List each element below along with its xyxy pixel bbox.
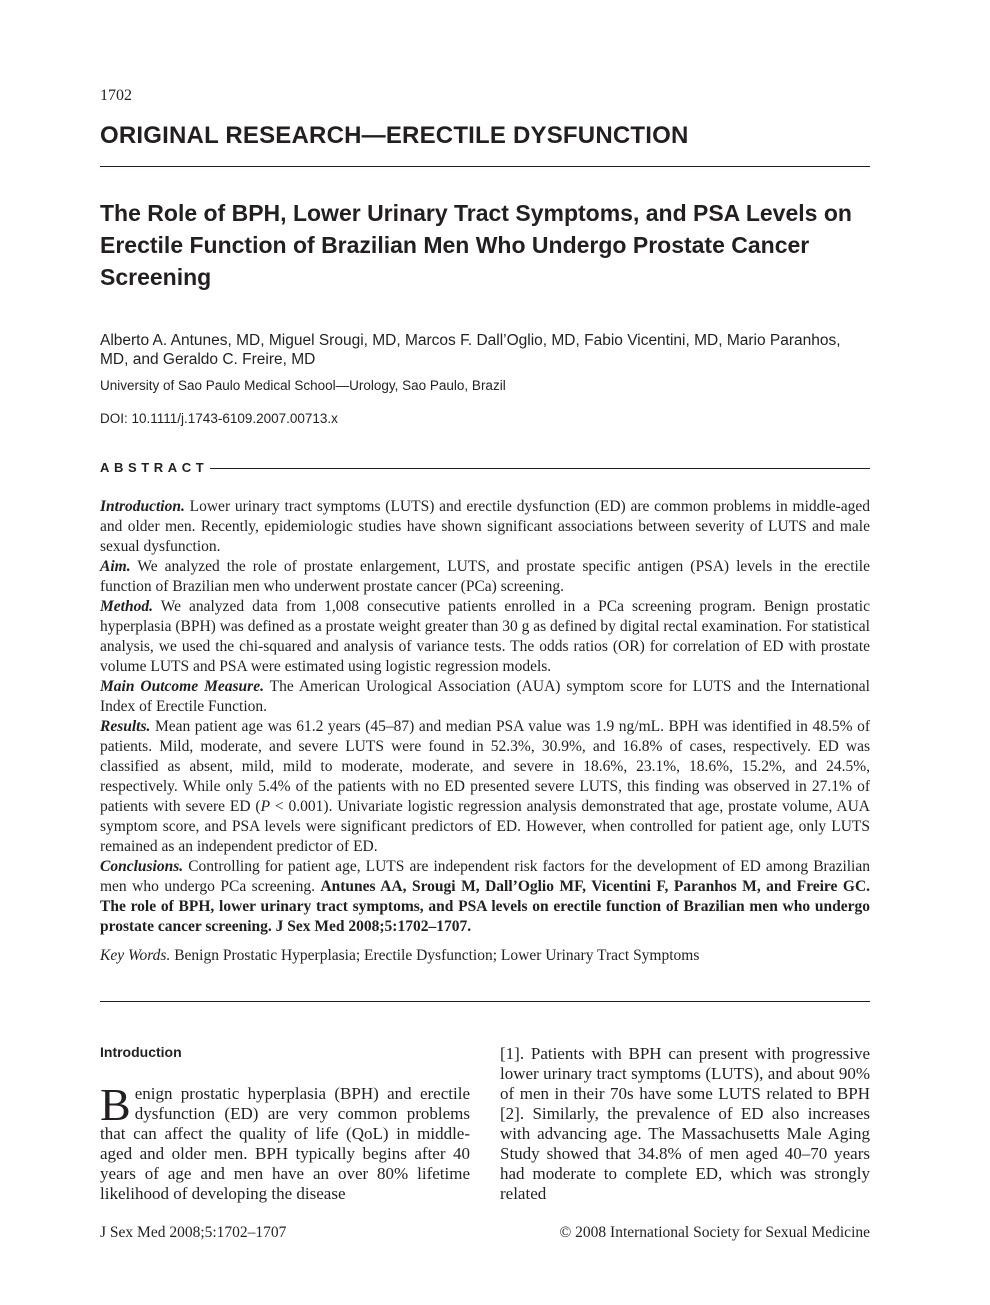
footer-journal: J Sex Med 2008;5:1702–1707 (100, 1224, 287, 1241)
abstract-introduction-label: Introduction. (100, 498, 185, 515)
abstract-body (100, 497, 870, 937)
abstract-method (100, 597, 870, 677)
abstract-results (100, 717, 870, 857)
abstract-results-p: P (260, 798, 271, 815)
author-list: Alberto A. Antunes, MD, Miguel Srougi, MD, Marcos F. Dall’Oglio, MD, Fabio Vicentini, MD, Mario Paranhos, MD, and Geraldo C. Freire, MD (100, 332, 841, 368)
introduction-left-column (100, 1079, 470, 1204)
keywords-text: Benign Prostatic Hyperplasia; Erectile Dysfunction; Lower Urinary Tract Symptoms (170, 947, 700, 964)
abstract-method-text: We analyzed data from 1,008 consecutive patients enrolled in a PCa screening program. Benign prostatic hyperplasia (BPH) was defined as a prostate weight greater than 30 g as defined by digital rectal examination. For statistical analysis, we used the chi-squared and analysis of variance tests. The odds ratios (OR) for correlation of ED with prostate volume LUTS and PSA were estimated using logistic regression models. (100, 598, 870, 675)
abstract-results-text-a: Mean patient age was 61.2 years (45–87) and median PSA value was 1.9 ng/mL. BPH was identified in 48.5% of patients. Mild, moderate, and severe LUTS were found in 52.3%, 30.9%, and 16.8% of cases, respectively. ED was classified as absent, mild, mild to moderate, moderate, and severe in 18.6%, 23.1%, 18.6%, 15.2%, and 24.5%, respectively. While only 5.4% of the patients with no ED presented severe LUTS, this finding was observed in 27.1% of patients with severe ED ( (100, 718, 870, 815)
section-heading: ORIGINAL RESEARCH—ERECTILE DYSFUNCTION (100, 122, 689, 149)
abstract-conclusions (100, 857, 870, 937)
abstract-aim-text: We analyzed the role of prostate enlargement, LUTS, and prostate specific antigen (PSA) levels in the erectile function of Brazilian men who underwent prostate cancer (PCa) screening. (100, 558, 870, 595)
abstract-aim (100, 557, 870, 597)
footer-copyright: © 2008 International Society for Sexual Medicine (559, 1224, 870, 1241)
abstract-divider (210, 468, 870, 469)
introduction-left-text: enign prostatic hyperplasia (BPH) and erectile dysfunction (ED) are very common problems that can affect the quality of life (QoL) in middle-aged and older men. BPH typically begins after 40 years of age and men have an over 80% lifetime likelihood of developing the disease (100, 1084, 470, 1203)
affiliation: University of Sao Paulo Medical School—Urology, Sao Paulo, Brazil (100, 378, 506, 393)
abstract-results-label: Results. (100, 718, 151, 735)
abstract-citation: Antunes AA, Srougi M, Dall’Oglio MF, Vicentini F, Paranhos M, and Freire GC. The role of BPH, lower urinary tract symptoms, and PSA levels on erectile function of Brazilian men who undergo prostate cancer screening. J Sex Med 2008;5:1702–1707. (100, 878, 871, 935)
heading-divider (100, 166, 870, 167)
abstract-header (100, 460, 870, 475)
abstract-end-divider (100, 1001, 870, 1002)
abstract-conclusions-label: Conclusions. (100, 858, 184, 875)
abstract-label: ABSTRACT (100, 460, 209, 475)
abstract-method-label: Method. (100, 598, 153, 615)
abstract-outcome-label: Main Outcome Measure. (100, 678, 264, 695)
abstract-conclusions-text: Controlling for patient age, LUTS are independent risk factors for the development of ED among Brazilian men who undergo PCa screening. (100, 858, 870, 895)
abstract-aim-label: Aim. (100, 558, 131, 575)
keywords (100, 946, 870, 966)
abstract-results-text-b: < 0.001). Univariate logistic regression analysis demonstrated that age, prostate volume, AUA symptom score, and PSA levels were significant predictors of ED. However, when controlled for patient age, only LUTS remained as an independent predictor of ED. (100, 798, 870, 855)
abstract-outcome-text: The American Urological Association (AUA) symptom score for LUTS and the International Index of Erectile Function. (100, 678, 870, 715)
page-number: 1702 (100, 87, 132, 104)
doi-link[interactable]: DOI: 10.1111/j.1743-6109.2007.00713.x (100, 411, 338, 426)
abstract-introduction-text: Lower urinary tract symptoms (LUTS) and erectile dysfunction (ED) are common problems in middle-aged and older men. Recently, epidemiologic studies have shown significant associations between severity of LUTS and male sexual dysfunction. (100, 498, 870, 555)
introduction-heading: Introduction (100, 1044, 182, 1060)
abstract-outcome (100, 677, 870, 717)
drop-cap: B (100, 1079, 131, 1130)
keywords-label: Key Words. (100, 947, 171, 964)
abstract-introduction (100, 497, 870, 557)
introduction-right-text: [1]. Patients with BPH can present with progressive lower urinary tract symptoms (LUTS), and about 90% of men in their 70s have some LUTS related to BPH [2]. Similarly, the prevalence of ED also increases with advancing age. The Massachusetts Male Aging Study showed that 34.8% of men aged 40–70 years had moderate to complete ED, which was strongly related (500, 1044, 870, 1203)
article-title: The Role of BPH, Lower Urinary Tract Symptoms, and PSA Levels on Erectile Function of Brazilian Men Who Undergo Prostate Cancer Screening (100, 200, 852, 290)
introduction-right-column (500, 1044, 870, 1204)
